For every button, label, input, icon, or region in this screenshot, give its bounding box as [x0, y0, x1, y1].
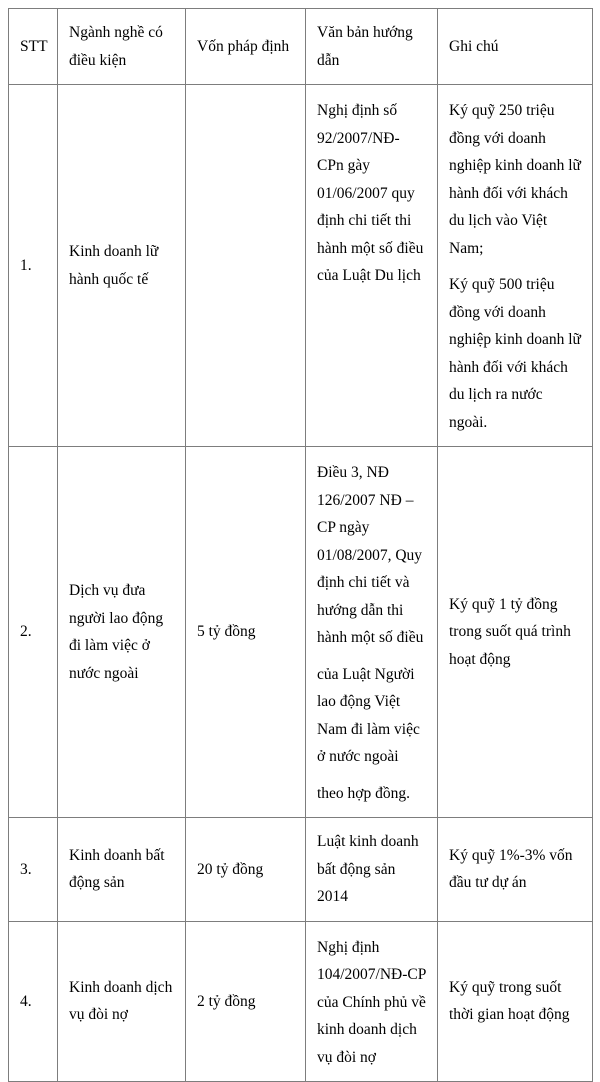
guiding-document-cell — [306, 447, 438, 818]
row-index-cell: 1. — [9, 85, 58, 447]
cell-paragraph: Ký quỹ 250 triệu đồng với doanh nghiệp kinh doanh lữ hành đối với khách du lịch vào Việt Nam; — [449, 102, 581, 257]
table-row — [9, 85, 593, 447]
cell-paragraph: Nghị định 104/2007/NĐ-CP của Chính phủ về kinh doanh dịch vụ đòi nợ — [317, 938, 426, 1066]
cell-paragraph: theo hợp đồng. — [317, 784, 411, 802]
cell-paragraph: Ký quỹ 1 tỷ đồng trong suốt quá trình hoạt động — [449, 595, 571, 668]
note-cell — [438, 447, 593, 818]
legal-capital-cell: 20 tỷ đồng — [186, 818, 306, 922]
cell-paragraph: Luật kinh doanh bất động sản 2014 — [317, 833, 419, 905]
guiding-document-cell — [306, 921, 438, 1082]
legal-capital-cell — [186, 85, 306, 447]
table-body — [9, 85, 593, 1082]
business-line-cell: Dịch vụ đưa người lao động đi làm việc ở nước ngoài — [58, 447, 186, 818]
column-header-von-phap-dinh: Vốn pháp định — [186, 9, 306, 85]
row-index-cell: 3. — [9, 818, 58, 922]
column-header-ghi-chu: Ghi chú — [438, 9, 593, 85]
business-line-cell: Kinh doanh lữ hành quốc tế — [58, 85, 186, 447]
column-header-nganh-nghe: Ngành nghề có điều kiện — [58, 9, 186, 85]
column-header-van-ban: Văn bản hướng dẫn — [306, 9, 438, 85]
conditional-business-lines-table — [8, 8, 593, 1082]
cell-paragraph: Ký quỹ 1%-3% vốn đầu tư dự án — [449, 846, 573, 892]
table-row — [9, 818, 593, 922]
table-row — [9, 447, 593, 818]
table-header-row — [9, 9, 593, 85]
cell-paragraph: Điều 3, NĐ 126/2007 NĐ – CP ngày 01/08/2007, Quy định chi tiết và hướng dẫn thi hành một số điều — [317, 464, 424, 646]
row-index-cell: 4. — [9, 921, 58, 1082]
cell-paragraph: của Luật Người lao động Việt Nam đi làm việc ở nước ngoài — [317, 665, 420, 765]
table-row — [9, 921, 593, 1082]
business-line-cell: Kinh doanh bất động sản — [58, 818, 186, 922]
business-line-cell: Kinh doanh dịch vụ đòi nợ — [58, 921, 186, 1082]
table-header — [9, 9, 593, 85]
legal-capital-cell: 2 tỷ đồng — [186, 921, 306, 1082]
row-index-cell: 2. — [9, 447, 58, 818]
guiding-document-cell — [306, 85, 438, 447]
note-cell — [438, 818, 593, 922]
note-cell — [438, 921, 593, 1082]
cell-paragraph: Ký quỹ trong suốt thời gian hoạt động — [449, 978, 570, 1024]
guiding-document-cell — [306, 818, 438, 922]
cell-paragraph: Ký quỹ 500 triệu đồng với doanh nghiệp kinh doanh lữ hành đối với khách du lịch ra nước ngoài. — [449, 276, 581, 431]
column-header-stt: STT — [9, 9, 58, 85]
cell-paragraph: Nghị định số 92/2007/NĐ-CPn gày 01/06/2007 quy định chi tiết thi hành một số điều của Luật Du lịch — [317, 102, 424, 284]
note-cell — [438, 85, 593, 447]
legal-capital-cell: 5 tỷ đồng — [186, 447, 306, 818]
